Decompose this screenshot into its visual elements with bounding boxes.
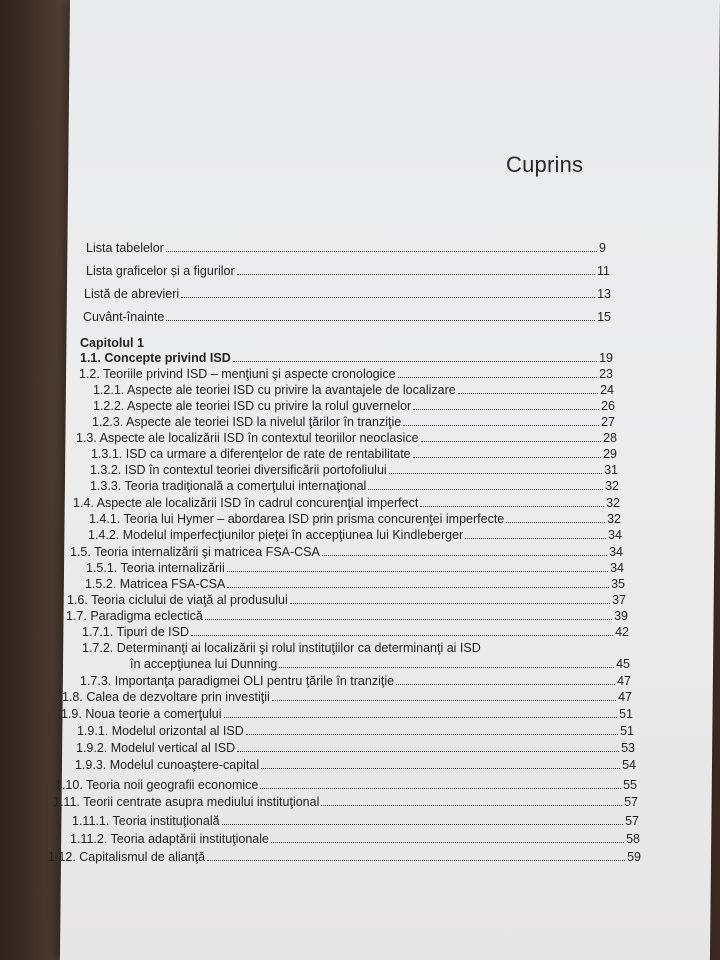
toc-label: 1.5.1. Teoria internalizării: [86, 561, 225, 575]
toc-label: 1.11.1. Teoria instituţională: [72, 814, 220, 828]
toc-label: 1.1. Concepte privind ISD: [80, 351, 231, 365]
toc-label: 1.5. Teoria internalizării şi matricea FSA-CSA: [70, 545, 320, 559]
toc-page-number: 39: [614, 609, 628, 623]
toc-label: 1.9.2. Modelul vertical al ISD: [76, 741, 236, 755]
toc-entry: [88, 528, 622, 542]
toc-entry: [90, 479, 619, 493]
toc-page-number: 53: [621, 741, 635, 755]
toc-page-number: 19: [599, 351, 613, 365]
toc-entry: [90, 463, 618, 477]
toc-label: 1.7.1. Tipuri de ISD: [82, 625, 190, 639]
toc-page-number: 59: [627, 850, 641, 864]
toc-page-number: 26: [601, 399, 615, 413]
toc-entry: [75, 758, 636, 772]
toc-label: 1.4.2. Modelul imperfecţiunilor pieţei în accepţiunea lui Kindleberger: [88, 528, 464, 542]
toc-front-cuvant-inainte: [83, 310, 611, 324]
toc-entry: [79, 367, 613, 381]
toc-page-number: 32: [606, 496, 620, 510]
page-title: Cuprins: [506, 152, 584, 177]
toc-page-number: 54: [622, 758, 636, 772]
toc-page-number: 55: [623, 778, 637, 792]
toc-page-number: 15: [597, 310, 611, 324]
toc-front-lista-graficelor: [86, 264, 610, 278]
toc-page-number: 29: [603, 447, 617, 461]
toc-label: 1.3.2. ISD în contextul teoriei diversificării portofoliului: [90, 463, 387, 477]
toc-entry: [82, 625, 629, 639]
toc-page-number: 58: [626, 832, 640, 846]
toc-label: 1.2. Teoriile privind ISD – menţiuni şi aspecte cronologice: [79, 367, 396, 381]
toc-page-number: 51: [619, 707, 633, 721]
toc-front-lista-tabelelor: [86, 241, 606, 255]
toc-entry: [76, 431, 617, 445]
toc-entry: [67, 593, 626, 607]
toc-entry-line: 1.7.2. Determinanţi ai localizării şi rolul instituţiilor ca determinanţi ai ISD: [82, 641, 481, 655]
chapter-heading: Capitolul 1: [80, 336, 144, 350]
toc-page-number: 13: [597, 287, 611, 301]
toc-label: 1.4. Aspecte ale localizării ISD în cadrul concurenţial imperfect: [73, 496, 419, 510]
toc-entry: [85, 577, 625, 591]
toc-page-number: 23: [599, 367, 613, 381]
toc-page-number: 24: [600, 383, 614, 397]
toc-page-number: 32: [607, 512, 621, 526]
toc-entry: [77, 724, 634, 738]
toc-label: 1.7.3. Importanţa paradigmei OLI pentru ţările în tranziţie: [80, 674, 395, 688]
toc-page-number: 57: [624, 795, 638, 809]
toc-label: Lista tabelelor: [86, 241, 164, 255]
toc-label: 1.8. Calea de dezvoltare prin investiţii: [62, 690, 270, 704]
toc-entry: [91, 447, 617, 461]
toc-label: 1.11.2. Teoria adaptării instituţionale: [70, 832, 269, 846]
toc-entry: [130, 657, 630, 671]
toc-page-number: 27: [601, 415, 615, 429]
toc-entry: [70, 832, 640, 846]
toc-page-number: 9: [599, 241, 606, 255]
toc-page-number: 42: [615, 625, 629, 639]
toc-entry: [93, 383, 614, 397]
toc-label: 1.7. Paradigma eclectică: [66, 609, 203, 623]
toc-entry: [93, 399, 615, 413]
toc-entry: [72, 814, 639, 828]
toc-label: Listă de abrevieri: [84, 287, 180, 301]
toc-entry: [55, 778, 637, 792]
toc-page-number: 51: [620, 724, 634, 738]
toc-entry: [76, 741, 635, 755]
toc-label: 1.6. Teoria ciclului de viaţă al produsului: [67, 593, 288, 607]
toc-page-number: 32: [605, 479, 619, 493]
toc-front-lista-abrevieri: [84, 287, 611, 301]
toc-label: 1.2.1. Aspecte ale teoriei ISD cu privire la avantajele de localizare: [93, 383, 456, 397]
toc-entry: [86, 561, 624, 575]
toc-page-number: 34: [608, 528, 622, 542]
toc-entry: [66, 609, 628, 623]
toc-page-number: 31: [604, 463, 618, 477]
toc-label: 1.9.1. Modelul orizontal al ISD: [77, 724, 244, 738]
toc-entry: [70, 545, 623, 559]
toc-page-number: 45: [616, 657, 630, 671]
toc-page-number: 35: [611, 577, 625, 591]
toc-label: în accepţiunea lui Dunning: [130, 657, 278, 671]
toc-page-number: 47: [617, 674, 631, 688]
toc-label: 1.4.1. Teoria lui Hymer – abordarea ISD prin prisma concurenţei imperfecte: [89, 512, 505, 526]
toc-label: 1.5.2. Matricea FSA-CSA: [85, 577, 226, 591]
toc-page-number: 28: [603, 431, 617, 445]
toc-page-number: 11: [597, 264, 610, 278]
toc-label: 1.2.2. Aspecte ale teoriei ISD cu privire la rolul guvernelor: [93, 399, 412, 413]
toc-entry: [89, 512, 621, 526]
toc-entry: [61, 707, 633, 721]
toc-page-number: 34: [609, 545, 623, 559]
toc-label: 1.11. Teorii centrate asupra mediului instituţional: [53, 795, 320, 809]
toc-entry: [53, 795, 638, 809]
toc-label: 1.3. Aspecte ale localizării ISD în contextul teoriilor neoclasice: [76, 431, 419, 445]
toc-page-number: 34: [610, 561, 624, 575]
toc-label: Cuvânt-înainte: [83, 310, 165, 324]
toc-page-number: 37: [612, 593, 626, 607]
toc-label: 1.10. Teoria noii geografii economice: [55, 778, 259, 792]
toc-entry: [80, 674, 631, 688]
toc-label: 1.3.1. ISD ca urmare a diferenţelor de rate de rentabilitate: [91, 447, 411, 461]
toc-label: 1.12. Capitalismul de alianţă: [48, 850, 206, 864]
toc-page-number: 47: [618, 690, 632, 704]
toc-entry: [92, 415, 615, 429]
toc-label: 1.9. Noua teorie a comerţului: [61, 707, 222, 721]
toc-entry: [48, 850, 641, 864]
toc-page-number: 57: [625, 814, 639, 828]
toc-entry: [62, 690, 632, 704]
toc-entry: [80, 351, 613, 365]
toc-entry: [73, 496, 620, 510]
toc-label: 1.2.3. Aspecte ale teoriei ISD la nivelul ţărilor în tranziţie: [92, 415, 402, 429]
toc-label: 1.3.3. Teoria tradiţională a comerţului internaţional: [90, 479, 367, 493]
toc-label: 1.9.3. Modelul cunoaştere-capital: [75, 758, 260, 772]
toc-label: Lista graficelor și a figurilor: [86, 264, 235, 278]
